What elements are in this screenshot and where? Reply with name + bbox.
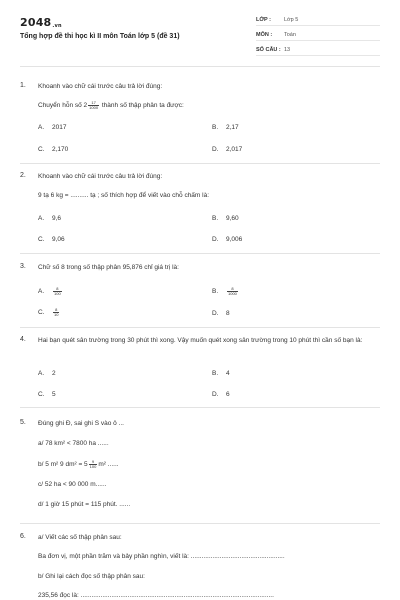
option-d[interactable]: D. 6	[212, 391, 230, 398]
fraction: $\frac{17}{1000}$	[89, 100, 99, 110]
logo: 2048.vn	[20, 16, 62, 29]
statement-d: d/ 1 giờ 15 phút = 115 phút. ......	[38, 501, 131, 508]
question-divider	[20, 407, 380, 408]
meta-subject-key: MÔN :	[256, 32, 273, 38]
option-a[interactable]: A. 2	[38, 370, 56, 377]
question-text: Hai bạn quét sân trường trong 30 phút thì xong. Vậy muốn quét xong sân trường trong 10 phút thì cần số bạn là:	[38, 337, 363, 344]
question-text: a/ Viết các số thập phân sau:	[38, 534, 122, 541]
fraction: $\frac{8}{1000}$	[228, 286, 237, 296]
document-title: Tổng hợp đề thi học kì II môn Toán lớp 5 (đề 31)	[20, 33, 180, 40]
meta-class-key: LỚP :	[256, 17, 271, 23]
question-divider	[20, 327, 380, 328]
meta-subject-row	[256, 31, 380, 41]
question-divider	[20, 253, 380, 254]
fraction: $\frac{8}{10}$	[54, 307, 59, 317]
option-b[interactable]: B. 9,60	[212, 215, 239, 222]
fraction: $\frac{8}{100}$	[54, 286, 61, 296]
fraction: $\frac{9}{100}$	[89, 459, 97, 469]
answer-line-2[interactable]: 235,56 đọc là: ...........................................................................................................	[38, 592, 274, 599]
option-a[interactable]: A. $\frac{8}{100}$	[38, 286, 61, 296]
question-line: Chuyển hỗn số 2 $\frac{17}{1000}$ thành số thập phân ta được:	[38, 100, 184, 110]
question-text: Chữ số 8 trong số thập phân 95,876 chỉ giá trị là:	[38, 264, 179, 271]
meta-count-row	[256, 46, 380, 56]
header-divider	[20, 66, 380, 67]
question-number: 4.	[20, 336, 26, 343]
option-d[interactable]: D. 2,017	[212, 146, 243, 153]
option-b[interactable]: B. $\frac{8}{1000}$	[212, 286, 237, 296]
question-text: Khoanh vào chữ cái trước câu trả lời đúng:	[38, 83, 163, 90]
option-c[interactable]: C. 9,06	[38, 236, 65, 243]
option-c[interactable]: C. 2,170	[38, 146, 69, 153]
meta-subject-value: Toán	[284, 32, 296, 38]
option-d[interactable]: D. 9,006	[212, 236, 243, 243]
option-c[interactable]: C. 5	[38, 391, 56, 398]
option-d[interactable]: D. 8	[212, 310, 230, 317]
option-a[interactable]: A. 2017	[38, 124, 67, 131]
meta-count-key: SỐ CÂU :	[256, 47, 281, 53]
option-a[interactable]: A. 9,6	[38, 215, 62, 222]
statement-a: a/ 78 km² < 7800 ha ......	[38, 440, 109, 447]
question-divider	[20, 163, 380, 164]
question-number: 6.	[20, 533, 26, 540]
answer-line-1[interactable]: Ba đơn vị, một phần trăm và bảy phần nghìn, viết là: ....................................................	[38, 553, 285, 560]
meta-class-row	[256, 16, 380, 26]
question-number: 3.	[20, 263, 26, 270]
option-c[interactable]: C. $\frac{8}{10}$	[38, 307, 59, 317]
statement-b: b/ 5 m² 9 dm² = 5 $\frac{9}{100}$ m² ......	[38, 459, 119, 469]
question-text: Khoanh vào chữ cái trước câu trả lời đúng:	[38, 173, 163, 180]
question-number: 2.	[20, 172, 26, 179]
question-number: 1.	[20, 82, 26, 89]
question-text: Đúng ghi Đ, sai ghi S vào ô ...	[38, 420, 124, 427]
question-line: 9 tạ 6 kg = .......... tạ ; số thích hợp để viết vào chỗ chấm là:	[38, 192, 210, 199]
subquestion-b: b/ Ghi lại cách đọc số thập phân sau:	[38, 573, 145, 580]
statement-c: c/ 52 ha < 90 000 m......	[38, 481, 107, 488]
question-number: 5.	[20, 419, 26, 426]
meta-count-value: 13	[284, 47, 291, 53]
option-b[interactable]: B. 2,17	[212, 124, 239, 131]
question-divider	[20, 523, 380, 524]
meta-class-value: Lớp 5	[284, 17, 299, 23]
option-b[interactable]: B. 4	[212, 370, 230, 377]
